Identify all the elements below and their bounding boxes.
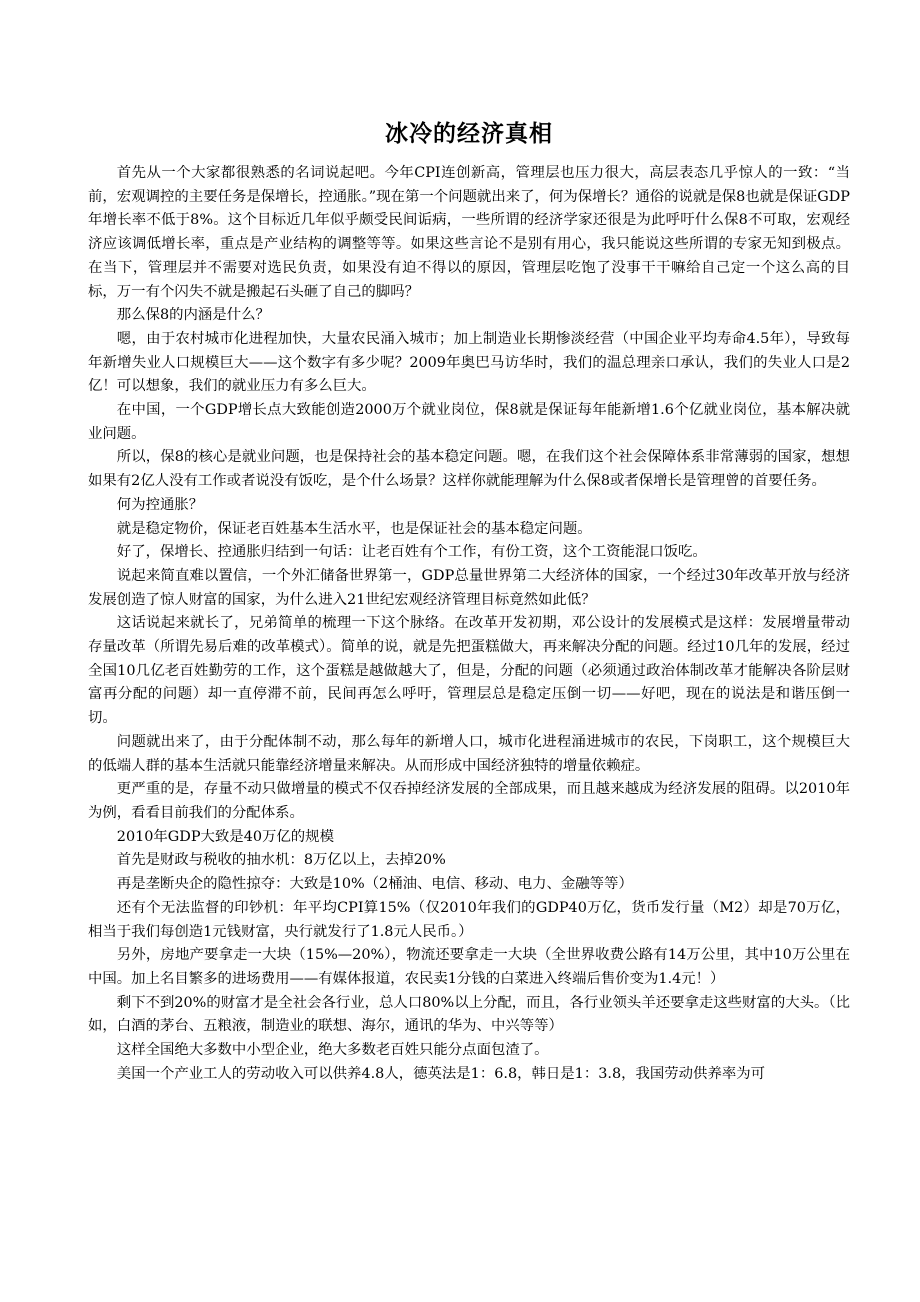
paragraph: 2010年GDP大致是40万亿的规模 (116, 828, 334, 845)
paragraph: 另外，房地产要拿走一大块（15%—20%），物流还要拿走一大块（全世界收费公路有14万公里，其中10万公里在中国。加上名目繁多的进场费用——有媒体报道，农民卖1分钱的白菜进入终端后售价变为1.4元！） (88, 947, 850, 987)
paragraph: 问题就出来了，由于分配体制不动，那么每年的新增人口，城市化进程涌进城市的农民，下岗职工，这个规模巨大的低端人群的基本生活就只能靠经济增量来解决。从而形成中国经济独特的增量依赖症。 (88, 733, 850, 774)
paragraph: 那么保8的内涵是什么？ (116, 307, 270, 324)
document-body (88, 162, 850, 1086)
paragraph: 美国一个产业工人的劳动收入可以供养4.8人，德英法是1：6.8，韩日是1：3.8，我国劳动供养率为可 (116, 1065, 766, 1082)
paragraph: 好了，保增长、控通胀归结到一句话：让老百姓有个工作，有份工资，这个工资能混口饭吃。 (116, 544, 707, 561)
paragraph: 说起来简直难以置信，一个外汇储备世界第一，GDP总量世界第二大经济体的国家，一个经过30年改革开放与经济发展创造了惊人财富的国家，为什么进入21世纪宏观经济管理目标竟然如此低？ (88, 567, 850, 608)
paragraph: 还有个无法监督的印钞机：年平均CPI算15%（仅2010年我们的GDP40万亿，货币发行量（M2）却是70万亿，相当于我们每创造1元钱财富，央行就发行了1.8元人民币。） (88, 899, 850, 940)
paragraph: 首先从一个大家都很熟悉的名词说起吧。今年CPI连创新高，管理层也压力很大，高层表态几乎惊人的一致：“当前，宏观调控的主要任务是保增长，控通胀。”现在第一个问题就出来了，何为保增长？通俗的说就是保8也就是保证GDP年增长率不低于8%。这个目标近几年似乎颇受民间诟病，一些所谓的经济学家还很是为此呼吁什么保8不可取，宏观经济应该调低增长率，重点是产业结构的调整等等。如果这些言论不是别有用心，我只能说这些所谓的专家无知到极点。在当下，管理层并不需要对选民负责，如果没有迫不得以的原因，管理层吃饱了没事干干嘛给自己定一个这么高的目标，万一有个闪失不就是搬起石头砸了自己的脚吗？ (88, 165, 850, 300)
paragraph: 所以，保8的核心是就业问题，也是保持社会的基本稳定问题。嗯，在我们这个社会保障体系非常薄弱的国家，想想如果有2亿人没有工作或者说没有饭吃，是个什么场景？这样你就能理解为什么保8或者保增长是管理曾的首要任务。 (88, 449, 850, 490)
document-title: 冰冷的经济真相 (385, 121, 553, 147)
paragraph: 就是稳定物价，保证老百姓基本生活水平，也是保证社会的基本稳定问题。 (116, 520, 592, 537)
paragraph: 首先是财政与税收的抽水机：8万亿以上，去掉20% (116, 852, 446, 869)
paragraph: 这话说起来就长了，兄弟简单的梳理一下这个脉络。在改革开发初期，邓公设计的发展模式是这样：发展增量带动存量改革（所谓先易后难的改革模式）。简单的说，就是先把蛋糕做大，再来解决分配的问题。经过10几年的发展，经过全国10几亿老百姓勤劳的工作，这个蛋糕是越做越大了，但是，分配的问题（必须通过政治体制改革才能解决各阶层财富再分配的问题）却一直停滞不前，民间再怎么呼吁，管理层总是稳定压倒一切——好吧，现在的说法是和谐压倒一切。 (88, 615, 850, 727)
paragraph: 更严重的是，存量不动只做增量的模式不仅吞掉经济发展的全部成果，而且越来越成为经济发展的阻碍。以2010年为例，看看目前我们的分配体系。 (88, 781, 850, 821)
paragraph: 剩下不到20%的财富才是全社会各行业，总人口80%以上分配，而且，各行业领头羊还要拿走这些财富的大头。（比如，白酒的茅台、五粮液，制造业的联想、海尔，通讯的华为、中兴等等） (88, 994, 850, 1035)
paragraph: 嗯，由于农村城市化进程加快，大量农民涌入城市；加上制造业长期惨淡经营（中国企业平均寿命4.5年），导致每年新增失业人口规模巨大——这个数字有多少呢？2009年奥巴马访华时，我们的温总理亲口承认，我们的失业人口是2亿！可以想象，我们的就业压力有多么巨大。 (88, 330, 850, 395)
paragraph: 这样全国绝大多数中小型企业，绝大多数老百姓只能分点面包渣了。 (116, 1042, 549, 1059)
paragraph: 何为控通胀？ (116, 496, 204, 513)
paragraph: 再是垄断央企的隐性掠夺：大致是10%（2桶油、电信、移动、电力、金融等等） (116, 876, 633, 893)
paragraph: 在中国，一个GDP增长点大致能创造2000万个就业岗位，保8就是保证每年能新增1.6个亿就业岗位，基本解决就业问题。 (88, 402, 850, 442)
